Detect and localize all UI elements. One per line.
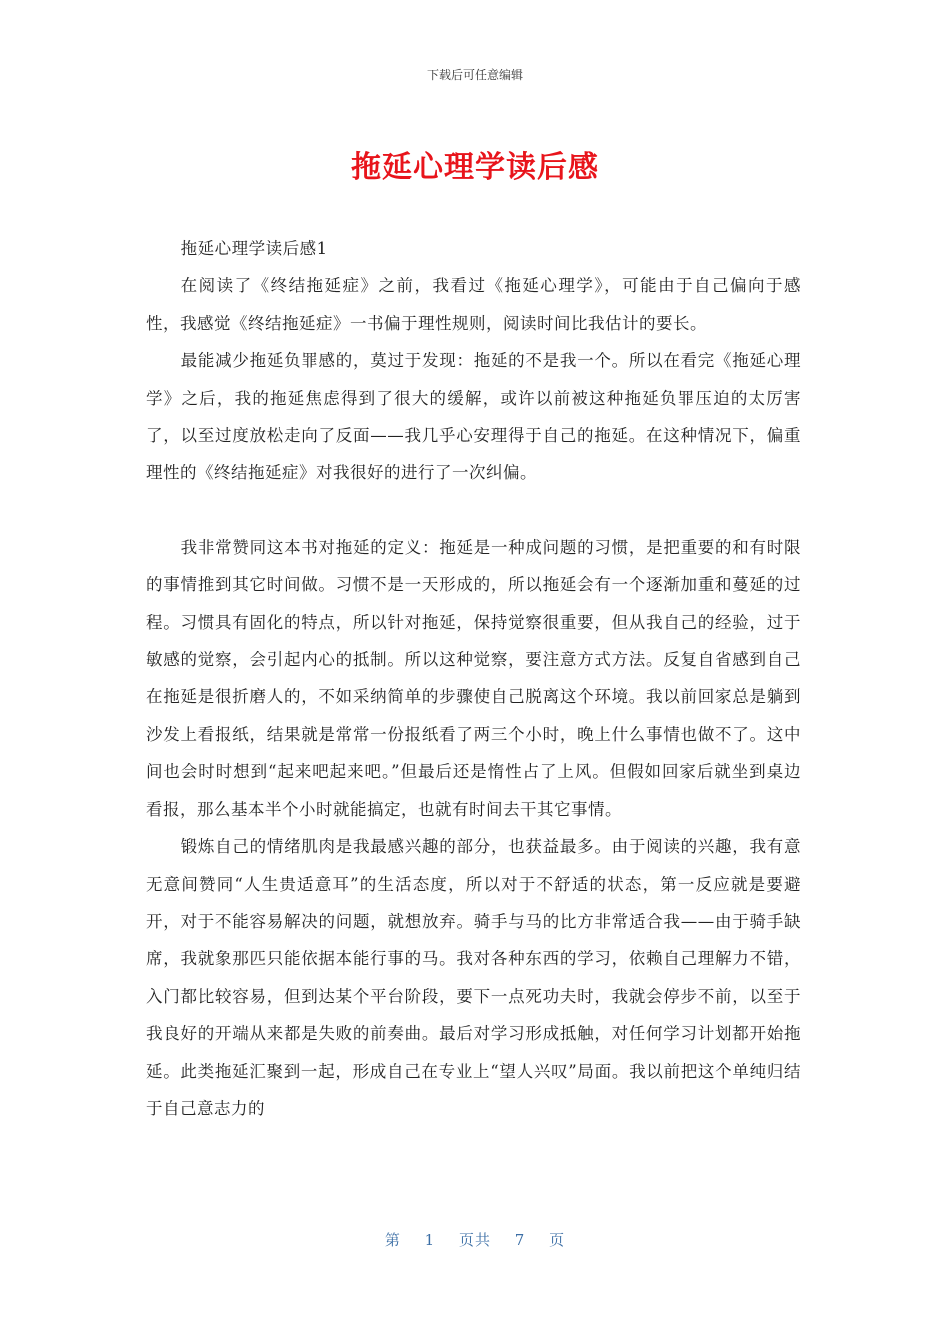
header-note: 下载后可任意编辑 xyxy=(426,68,523,82)
paragraph: 最能减少拖延负罪感的，莫过于发现：拖延的不是我一个。所以在看完《拖延心理学》之后，我的拖延焦虑得到了很大的缓解，或许以前被这种拖延负罪压迫的太厉害了，以至过度放松走向了反面——我几乎心安理得于自己的拖延。在这种情况下，偏重理性的《终结拖延症》对我很好的进行了一次纠偏。 xyxy=(146,351,801,483)
paragraph: 我非常赞同这本书对拖延的定义：拖延是一种成问题的习惯，是把重要的和有时限的事情推到其它时间做。习惯不是一天形成的，所以拖延会有一个逐渐加重和蔓延的过程。习惯具有固化的特点，所以针对拖延，保持觉察很重要，但从我自己的经验，过于敏感的觉察，会引起内心的抵制。所以这种觉察，要注意方式方法。反复自省感到自己在拖延是很折磨人的，不如采纳简单的步骤使自己脱离这个环境。我以前回家总是躺到沙发上看报纸，结果就是常常一份报纸看了两三个小时，晚上什么事情也做不了。这中间也会时时想到“起来吧起来吧。”但最后还是惰性占了上风。但假如回家后就坐到桌边看报，那么基本半个小时就能搞定，也就有时间去干其它事情。 xyxy=(146,537,801,819)
page-number: 第 1 页共 7 页 xyxy=(384,1231,566,1249)
document-body xyxy=(146,230,801,1127)
section-heading: 拖延心理学读后感1 xyxy=(180,239,328,258)
paragraph: 锻炼自己的情绪肌肉是我最感兴趣的部分，也获益最多。由于阅读的兴趣，我有意无意间赞同“人生贵适意耳”的生活态度，所以对于不舒适的状态，第一反应就是要避开，对于不能容易解决的问题，就想放弃。骑手与马的比方非常适合我——由于骑手缺席，我就象那匹只能依据本能行事的马。我对各种东西的学习，依赖自己理解力不错，入门都比较容易，但到达某个平台阶段，要下一点死功夫时，我就会停步不前，以至于我良好的开端从来都是失败的前奏曲。最后对学习形成抵触，对任何学习计划都开始拖延。此类拖延汇聚到一起，形成自己在专业上“望人兴叹”局面。我以前把这个单纯归结于自己意志力的 xyxy=(146,837,801,1118)
document-title: 拖延心理学读后感 xyxy=(351,150,599,185)
paragraph: 在阅读了《终结拖延症》之前，我看过《拖延心理学》，可能由于自己偏向于感性，我感觉《终结拖延症》一书偏于理性规则，阅读时间比我估计的要长。 xyxy=(146,276,801,333)
